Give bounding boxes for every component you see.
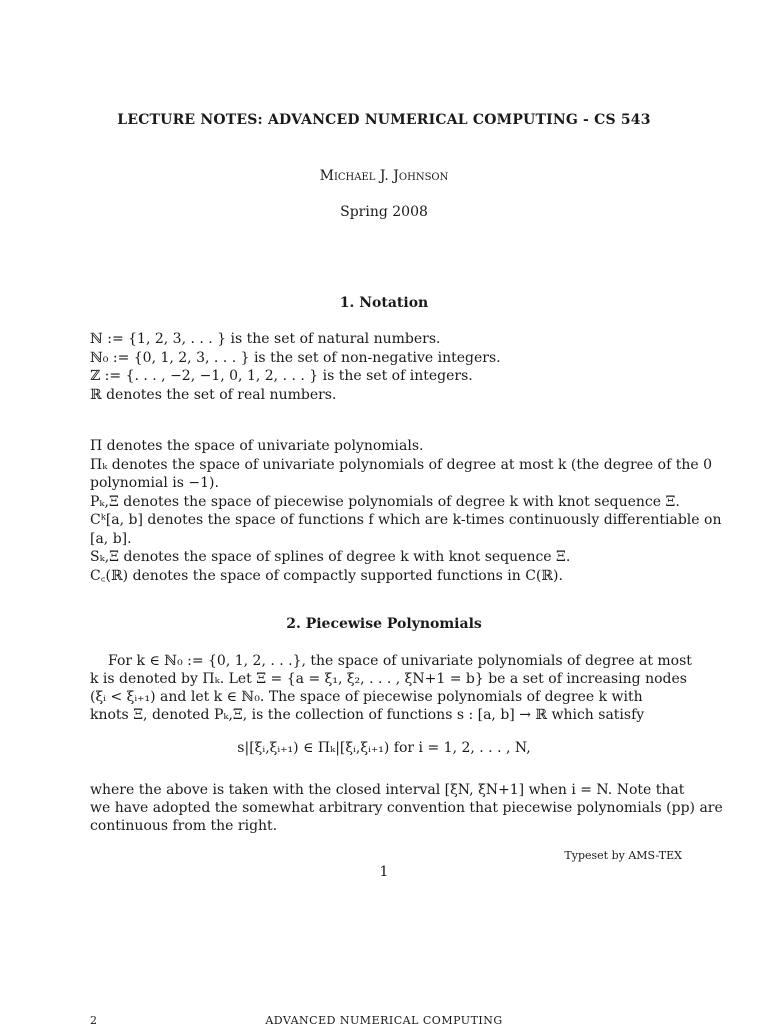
paragraph-line: we have adopted the somewhat arbitrary convention that piecewise polynomials (pp) are	[90, 800, 723, 816]
notation-line: ℕ₀ := {0, 1, 2, 3, . . . } is the set of non-negative integers.	[90, 349, 501, 366]
next-page-running-title: ADVANCED NUMERICAL COMPUTING	[265, 1014, 503, 1024]
notation-line: ℤ := {. . . , −2, −1, 0, 1, 2, . . . } is the set of integers.	[90, 368, 473, 384]
section-heading-piecewise: 2. Piecewise Polynomials	[286, 616, 482, 632]
notation-spaces-list	[90, 437, 722, 585]
typeset-credit: Typeset by AMS-TEX	[564, 849, 682, 862]
paragraph-line: knots Ξ, denoted Pₖ,Ξ, is the collection of functions s : [a, b] → ℝ which satisfy	[90, 707, 645, 723]
paragraph-line: (ξᵢ < ξᵢ₊₁) and let k ∈ ℕ₀. The space of piecewise polynomials of degree k with	[90, 689, 643, 705]
paragraph-line: continuous from the right.	[90, 818, 278, 834]
notation-line: polynomial is −1).	[90, 475, 219, 491]
section-heading-notation: 1. Notation	[339, 295, 429, 311]
notation-line: Cᵏ[a, b] denotes the space of functions f which are k-times continuously differentiable on	[90, 512, 722, 528]
next-page-header	[0, 1014, 768, 1024]
paragraph-line: k is denoted by Πₖ. Let Ξ = {a = ξ₁, ξ₂, . . . , ξN+1 = b} be a set of increasing nodes	[90, 671, 687, 687]
notation-line: ℕ := {1, 2, 3, . . . } is the set of natural numbers.	[90, 331, 441, 347]
notation-sets-list	[90, 330, 680, 404]
piecewise-paragraph-2	[90, 781, 723, 835]
notation-line: ℝ denotes the set of real numbers.	[90, 386, 337, 403]
page-number: 1	[379, 864, 389, 880]
author-name: Michael J. Johnson	[319, 168, 449, 184]
page-title: LECTURE NOTES: ADVANCED NUMERICAL COMPUTING - CS 543	[117, 112, 651, 128]
notation-line: Pₖ,Ξ denotes the space of piecewise polynomials of degree k with knot sequence Ξ.	[90, 493, 680, 510]
paragraph-line: For k ∈ ℕ₀ := {0, 1, 2, . . .}, the space of univariate polynomials of degree at most	[108, 653, 692, 669]
notation-line: [a, b].	[90, 530, 132, 547]
piecewise-paragraph-1	[90, 652, 692, 724]
notation-line: Sₖ,Ξ denotes the space of splines of degree k with knot sequence Ξ.	[90, 549, 571, 565]
notation-line: Π denotes the space of univariate polynomials.	[90, 438, 424, 454]
notation-line: Πₖ denotes the space of univariate polynomials of degree at most k (the degree of the 0	[90, 456, 713, 473]
notation-line: C꜀(ℝ) denotes the space of compactly supported functions in C(ℝ).	[90, 567, 563, 584]
paragraph-line: where the above is taken with the closed interval [ξN, ξN+1] when i = N. Note that	[90, 782, 685, 798]
display-equation: s|[ξᵢ,ξᵢ₊₁) ∈ Πₖ|[ξᵢ,ξᵢ₊₁) for i = 1, 2, . . . , N,	[237, 740, 531, 756]
next-page-number: 2	[90, 1014, 98, 1024]
date-line: Spring 2008	[340, 204, 428, 220]
